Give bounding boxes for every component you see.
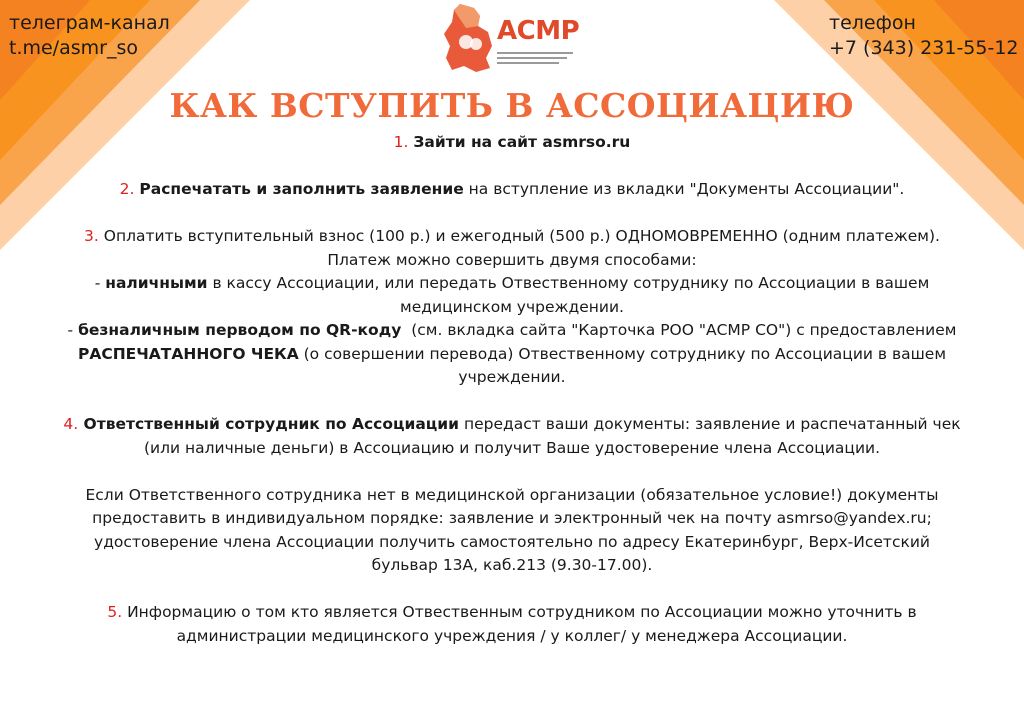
step-number: 3. — [84, 227, 99, 245]
qr-option-text: (см. вкладка сайта "Карточка РОО "АСМР СО") с предоставлением — [401, 321, 962, 339]
telegram-label: телеграм-канал — [9, 12, 170, 34]
qr-option-bold: безналичным перводом по QR-коду — [78, 321, 402, 339]
region-map-icon — [440, 2, 496, 74]
instructions — [60, 131, 964, 672]
step-number: 5. — [107, 603, 123, 621]
phone-contact — [829, 11, 1019, 61]
phone-label: телефон — [829, 12, 916, 34]
step-number: 2. — [119, 180, 135, 198]
step-5-text: Информацию о том кто является Отвественным сотрудником по Ассоциации можно уточнить в администрации медицинского учреждения / у коллег/ у менеджера Ассоциации. — [122, 603, 917, 645]
step-1 — [60, 131, 964, 155]
bullet-dash: - — [94, 274, 106, 292]
note-line-1: Если Ответственного сотрудника нет в медицинской организации (обязательное условие!) документы предоставить в индивидуальном порядке: заявление и электронный чек на почту asmrso@yandex.ru; — [85, 485, 939, 527]
step-4-bold: Ответственный сотрудник по Ассоциации — [78, 415, 460, 433]
step-4 — [60, 413, 964, 460]
step-3-text: Оплатить вступительный взнос (100 р.) и ежегодный (500 р.) ОДНОМОВРЕМЕННО (одним платежем). Платеж можно совершить двумя способами: — [98, 227, 940, 269]
step-2 — [60, 178, 964, 202]
note-line-2: удостоверение члена Ассоциации получить самостоятельно по адресу Екатеринбург, Верх-Исетский бульвар 13А, каб.213 (9.30-17.00). — [94, 532, 930, 574]
logo-text: АСМР — [497, 16, 580, 46]
page-title: КАК ВСТУПИТЬ В АССОЦИАЦИЮ — [169, 86, 855, 125]
telegram-link[interactable]: t.me/asmr_so — [9, 37, 138, 59]
step-3 — [60, 225, 964, 390]
cash-option-bold: наличными — [105, 274, 208, 292]
note — [60, 484, 964, 578]
step-number: 4. — [63, 415, 79, 433]
step-2-text: на вступление из вкладки "Документы Ассоциации". — [463, 180, 905, 198]
qr-option-rest: (о совершении перевода) Отвественному сотруднику по Ассоциации в вашем учреждении. — [298, 344, 947, 386]
step-1-text: Зайти на сайт asmrso.ru — [413, 133, 631, 151]
cash-option-text: в кассу Ассоциации, или передать Отвественному сотруднику по Ассоциации в вашем медицинском учреждении. — [207, 274, 930, 316]
step-5 — [60, 601, 964, 648]
step-4-text: передаст ваши документы: заявление и распечатанный чек (или наличные деньги) в Ассоциацию и получит Ваше удостоверение члена Ассоциации. — [143, 415, 961, 457]
logo-subtitle-lines — [497, 50, 573, 66]
asmr-logo — [440, 2, 580, 74]
phone-number: +7 (343) 231-55-12 — [829, 37, 1019, 59]
bullet-dash: - — [67, 321, 79, 339]
step-number: 1. — [393, 133, 409, 151]
receipt-bold: РАСПЕЧАТАННОГО ЧЕКА — [77, 344, 299, 363]
telegram-contact — [9, 11, 170, 61]
step-2-bold: Распечатать и заполнить заявление — [139, 180, 464, 198]
